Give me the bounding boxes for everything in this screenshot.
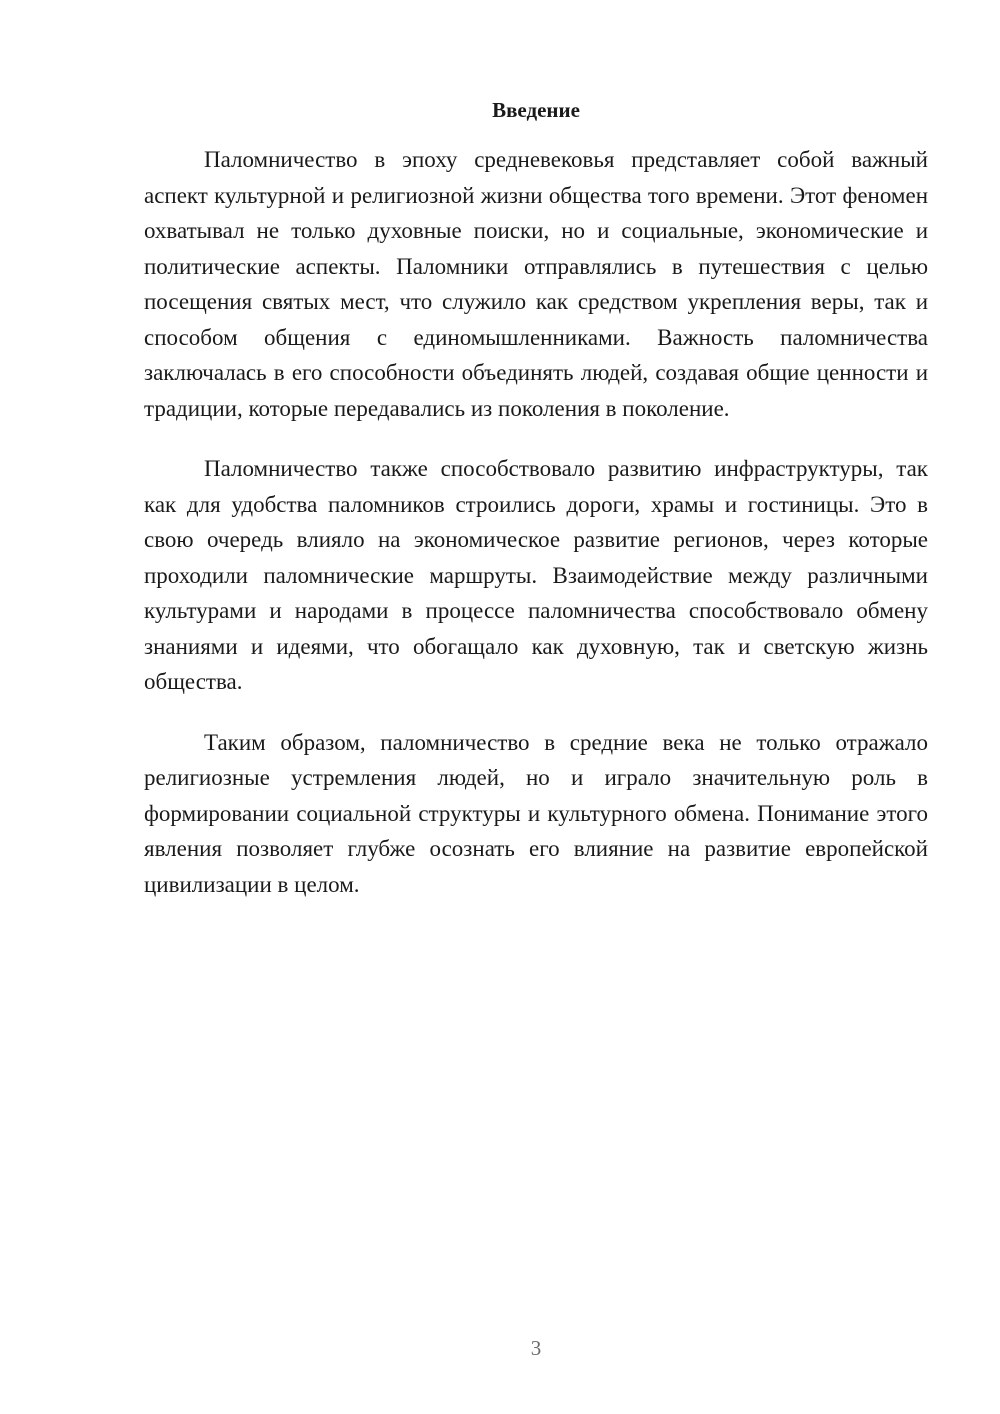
section-title: Введение [492,98,580,122]
page-number: 3 [530,1336,542,1360]
paragraph: Таким образом, паломничество в средние века не только отражало религиозные устремления людей, но и играло значительную роль в формировании социальной структуры и культурного обмена. Понимание этого явления позволяет глубже осознать его влияние на развитие европейской цивилизации в целом. [144,729,928,897]
paragraph: Паломничество в эпоху средневековья представляет собой важный аспект культурной и религиозной жизни общества того времени. Этот феномен охватывал не только духовные поиски, но и социальные, экономические и политические аспекты. Паломники отправлялись в путешествия с целью посещения святых мест, что служило как средством укрепления веры, так и способом общения с единомышленниками. Важность паломничества заключалась в его способности объединять людей, создавая общие ценности и традиции, которые передавались из поколения в поколение. [144,147,928,421]
body-text [144,142,928,902]
paragraph: Паломничество также способствовало развитию инфраструктуры, так как для удобства паломников строились дороги, храмы и гостиницы. Это в свою очередь влияло на экономическое развитие регионов, через которые проходили паломнические маршруты. Взаимодействие между различными культурами и народами в процессе паломничества способствовало обмену знаниями и идеями, что обогащало как духовную, так и светскую жизнь общества. [144,456,928,694]
